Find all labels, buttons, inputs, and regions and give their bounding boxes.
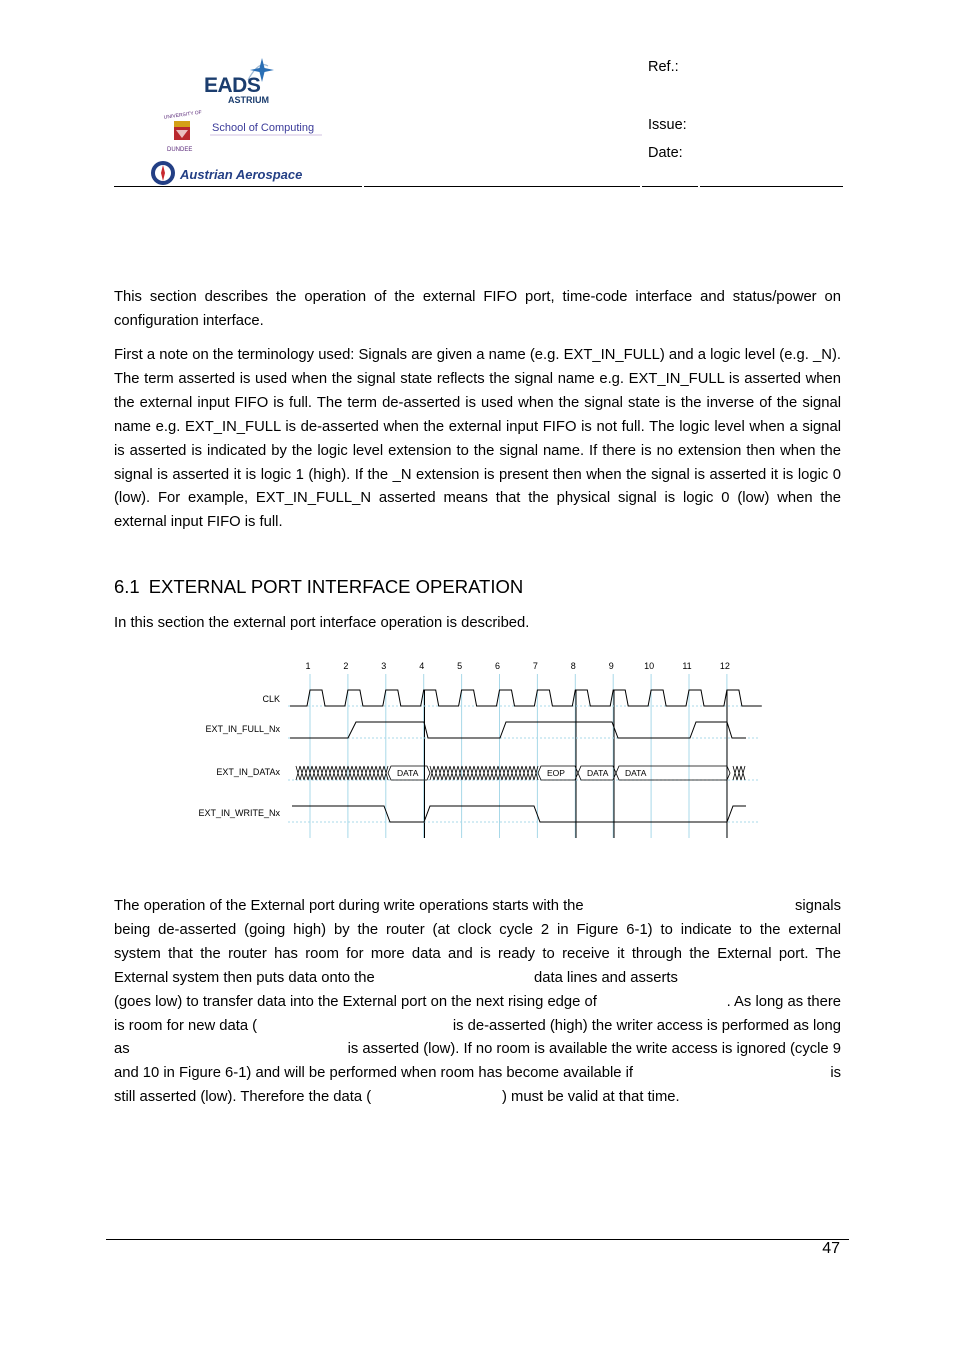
- body-line-5: (goes low) to transfer data into the External port on the next rising edge of . As long as there: [114, 993, 841, 1010]
- data-bus-data-1-label: DATA: [397, 768, 419, 778]
- section-title: EXTERNAL PORT INTERFACE OPERATION: [148, 576, 524, 597]
- cycle-number-4: 4: [419, 661, 425, 671]
- intro-paragraph-2: First a note on the terminology used: Signals are given a name (e.g. EXT_IN_FULL) and a logic level (e.g. _N). The term asserted is used when the signal state reflects the signal name e.g. EXT_IN_FULL is asserted when the external input FIFO is full. The term de-asserted is used when the signal state is the inverse of the signal name e.g. EXT_IN_FULL is de-asserted when the external input FIFO is not full. The logic level when a signal is asserted is indicated by the logic level extension to the signal name. If there is no extension then when the signal is asserted it is logic 1 (high). If the _N extension is present then when the signal is asserted it is logic 0 (low). For example, EXT_IN_FULL_N asserted means that the physical signal is logic 0 (low) when the external input FIFO is full.: [114, 347, 841, 531]
- body-line-1: The operation of the External port during write operations starts with the signals: [114, 898, 841, 914]
- cycle-number-9: 9: [608, 661, 614, 671]
- astrium-wordmark: ASTRIUM: [228, 95, 269, 105]
- eads-wordmark: EADS: [204, 74, 261, 97]
- cycle-number-10: 10: [644, 661, 655, 671]
- body-line-6: is room for new data ( is de-asserted (high) the writer access is performed as long: [114, 1017, 841, 1034]
- cycle-number-5: 5: [457, 661, 463, 671]
- signal-label-ext-in-write-nx: EXT_IN_WRITE_Nx: [198, 808, 280, 818]
- body-line-8: and 10 in Figure 6-1) and will be performed when room has become available if is: [114, 1065, 841, 1082]
- signal-label-clk: CLK: [262, 694, 280, 704]
- cycle-number-8: 8: [570, 661, 576, 671]
- cycle-number-1: 1: [305, 661, 311, 671]
- section-intro: In this section the external port interface operation is described.: [114, 615, 530, 631]
- dundee-text: DUNDEE: [167, 147, 193, 153]
- body-line-9: still asserted (low). Therefore the data ( ) must be valid at that time.: [114, 1089, 680, 1106]
- ext-in-full-waveform: [290, 722, 746, 738]
- cycle-number-6: 6: [494, 661, 501, 671]
- date-label: Date:: [648, 145, 683, 161]
- body-line-4: External system then puts data onto the data lines and asserts: [114, 969, 678, 986]
- data-bus-eop-label: EOP: [547, 768, 565, 778]
- page-number: 47: [822, 1240, 840, 1257]
- school-of-computing-text: School of Computing: [212, 122, 315, 134]
- ref-label: Ref.:: [648, 59, 679, 75]
- signal-label-ext-in-datax: EXT_IN_DATAx: [216, 767, 280, 777]
- cycle-number-2: 2: [343, 661, 349, 671]
- austrian-aerospace-wordmark: Austrian Aerospace: [180, 167, 303, 182]
- ext-in-write-waveform: [292, 806, 746, 822]
- data-hatch-2: [430, 766, 538, 780]
- data-bus-data-3-label: DATA: [625, 768, 647, 778]
- cycle-number-3: 3: [381, 661, 387, 671]
- dundee-arc-text: UNIVERSITY OF: [163, 109, 203, 121]
- data-bus-data-2-label: DATA: [587, 768, 609, 778]
- section-number: 6.1: [114, 576, 140, 597]
- cycle-number-7: 7: [532, 661, 538, 671]
- footer-rule: [106, 1239, 849, 1240]
- body-line-2: being de-asserted (going high) by the router (at clock cycle 2 in Figure 6-1) to indicate to the external: [114, 921, 841, 938]
- data-hatch-3: [733, 766, 745, 780]
- clk-waveform: [290, 690, 762, 706]
- body-paragraph: [114, 895, 841, 1110]
- issue-label: Issue:: [648, 117, 687, 133]
- intro-paragraph-1: This section describes the operation of the external FIFO port, time-code interface and status/power on configuration interface.: [114, 289, 841, 329]
- cycle-number-11: 11: [682, 661, 692, 671]
- body-line-7: as is asserted (low). If no room is available the write access is ignored (cycle 9: [114, 1041, 841, 1058]
- cycle-number-12: 12: [719, 661, 730, 671]
- signal-label-ext-in-full-nx: EXT_IN_FULL_Nx: [205, 724, 280, 734]
- body-line-3: system that the router has room for more data and is ready to receive it through the External port. The: [114, 945, 841, 962]
